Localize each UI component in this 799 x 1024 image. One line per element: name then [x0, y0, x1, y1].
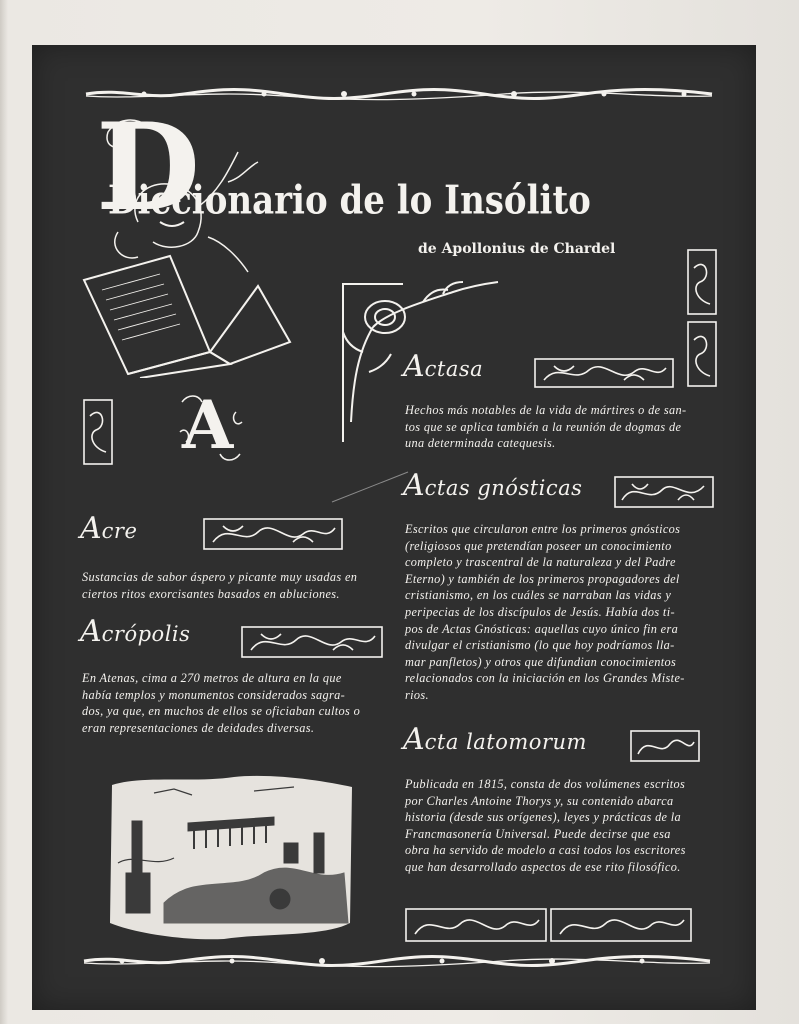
page-title: Diccionario de lo Insólito [108, 178, 591, 224]
entry-heading-acta-latomorum: Acta latomorum [403, 722, 587, 757]
entry-body-actasa: Hechos más notables de la vida de mártires o de san- tos que se aplica también a la reunión de dogmas de una determinada catequesis. [405, 403, 687, 451]
left-small-ornament [82, 398, 114, 466]
byline: de Apollonius de Chardel [418, 241, 616, 257]
title-initial-d: D [96, 97, 201, 238]
print-scratch [330, 470, 410, 504]
heading-ornament-acta-latomorum [630, 730, 700, 762]
bottom-vine-border [82, 953, 712, 969]
open-book-illustration [80, 252, 292, 378]
entry-body-acta-latomorum: Publicada en 1815, consta de dos volúmenes escritos por Charles Antoine Thorys y, su contenido abarca historia (desde sus orígenes), leyes y prácticas de la Francmasonería Universal. Puede decirse que esa obra ha servido de modelo a casi todos los escritores que han desarrollado aspectos de ese rito filosófico. [405, 777, 686, 874]
section-letter-glyph: A [182, 386, 234, 464]
entry-heading-actasa: Actasa [403, 349, 484, 384]
heading-ornament-acropolis [241, 626, 383, 658]
entry-body-actas-gnosticas: Escritos que circularon entre los primeros gnósticos (religiosos que pretendían poseer un conocimiento completo y trascentral de la naturaleza y del Padre Eterno) y también de los primeros propagadores del cristianismo, en los cuáles se narraban las vidas y peripecias de los discípulos de Jesús. Había dos ti- pos de Actas Gnósticas: aquellas cuyo único fin era divulgar el cristianismo (lo que hoy podríamos lla- mar panfletos) y otros que difundian conocimientos relacionados con la iniciación en los Grandes Miste- rios. [405, 522, 685, 702]
entry-body-acre: Sustancias de sabor áspero y picante muy usadas en ciertos ritos exorcisantes basados en abluciones. [82, 570, 358, 601]
acropolis-engraving [104, 773, 356, 943]
entry-body-acropolis: En Atenas, cima a 270 metros de altura en la que había templos y monumentos considerados sagra- dos, ya que, en muchos de ellos se oficiaban cultos o eran representaciones de deidades diversas. [82, 671, 361, 735]
heading-ornament-acre [203, 518, 343, 550]
heading-ornament-actas-gnosticas [614, 476, 714, 508]
bottom-ornament-band [405, 908, 693, 942]
entry-heading-actas-gnosticas: Actas gnósticas [403, 468, 583, 503]
section-letter [178, 386, 244, 464]
right-side-ornament [686, 248, 718, 390]
entry-heading-acre: Acre [80, 511, 138, 546]
entry-heading-acropolis: Acrópolis [80, 614, 191, 649]
heading-ornament-actasa [534, 358, 674, 388]
